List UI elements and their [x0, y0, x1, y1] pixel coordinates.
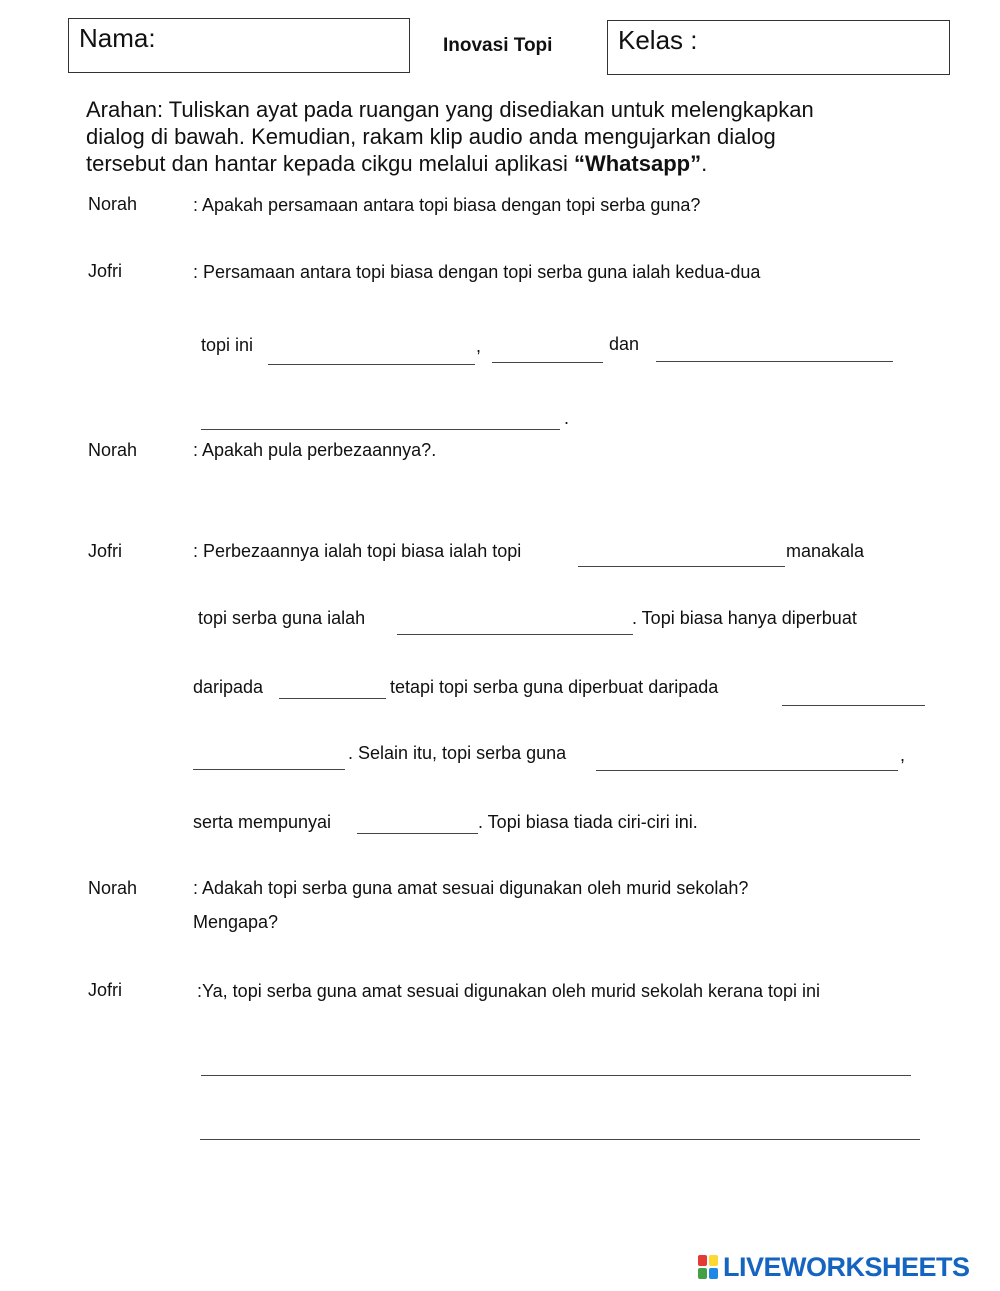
instructions-line-2: dialog di bawah. Kemudian, rakam klip audio anda mengujarkan dialog: [86, 124, 776, 149]
whatsapp-name: “Whatsapp”: [573, 151, 702, 176]
answer-1-dot: .: [564, 408, 570, 428]
speaker-norah: Norah: [88, 440, 138, 460]
logo-square-red: [698, 1255, 707, 1266]
answer-2-blank-2[interactable]: [397, 634, 633, 635]
speaker-jofri: Jofri: [88, 261, 123, 281]
answer-3-blank-1[interactable]: [201, 1075, 911, 1076]
liveworksheets-logo: [698, 1252, 970, 1282]
instructions-line-3: [86, 150, 906, 177]
speaker-jofri: Jofri: [88, 541, 123, 561]
instructions-period: .: [701, 151, 708, 176]
answer-2-line-1: : Perbezaannya ialah topi biasa ialah topi: [193, 541, 522, 561]
answer-2-topi-biasa-diperbuat: . Topi biasa hanya diperbuat: [632, 608, 857, 628]
answer-1-blank-2[interactable]: [492, 362, 603, 363]
answer-2-tiada: . Topi biasa tiada ciri-ciri ini.: [478, 812, 698, 832]
answer-1-comma: ,: [476, 336, 482, 356]
answer-2-manakala: manakala: [786, 541, 865, 561]
question-1: : Apakah persamaan antara topi biasa dengan topi serba guna?: [193, 195, 701, 215]
answer-2-blank-1[interactable]: [578, 566, 785, 567]
liveworksheets-brand: LIVEWORKSHEETS: [723, 1251, 970, 1282]
name-label: Nama:: [79, 23, 156, 53]
instructions-line-1: Arahan: Tuliskan ayat pada ruangan yang disediakan untuk melengkapkan: [86, 97, 814, 122]
instructions: [86, 96, 906, 177]
answer-2-serta: serta mempunyai: [193, 812, 332, 832]
logo-square-green: [698, 1268, 707, 1279]
question-2: : Apakah pula perbezaannya?.: [193, 440, 437, 460]
page-title: Inovasi Topi: [443, 35, 553, 56]
answer-1-blank-1[interactable]: [268, 364, 475, 365]
answer-2-blank-6[interactable]: [596, 770, 898, 771]
answer-1-topi-ini: topi ini: [201, 335, 254, 355]
liveworksheets-icon: [698, 1254, 720, 1280]
name-box[interactable]: [68, 18, 410, 73]
answer-2-blank-7[interactable]: [357, 833, 478, 834]
answer-3-blank-2[interactable]: [200, 1139, 920, 1140]
answer-1-line-1: : Persamaan antara topi biasa dengan topi serba guna ialah kedua-dua: [193, 262, 761, 282]
question-3-line-1: : Adakah topi serba guna amat sesuai digunakan oleh murid sekolah?: [193, 878, 749, 898]
answer-2-selain: . Selain itu, topi serba guna: [348, 743, 567, 763]
logo-square-yellow: [709, 1255, 718, 1266]
answer-2-tetapi: tetapi topi serba guna diperbuat daripada: [390, 677, 719, 697]
answer-2-daripada: daripada: [193, 677, 264, 697]
instructions-line-3-text: tersebut dan hantar kepada cikgu melalui aplikasi: [86, 151, 574, 176]
class-box[interactable]: [607, 20, 950, 75]
answer-2-serba-guna-ialah: topi serba guna ialah: [198, 608, 366, 628]
speaker-norah: Norah: [88, 194, 138, 214]
answer-3-line-1: :Ya, topi serba guna amat sesuai digunakan oleh murid sekolah kerana topi ini: [197, 981, 821, 1001]
speaker-jofri: Jofri: [88, 980, 123, 1000]
question-3-line-2: Mengapa?: [193, 912, 279, 932]
answer-1-blank-4[interactable]: [201, 429, 560, 430]
answer-2-comma: ,: [900, 745, 906, 765]
speaker-norah: Norah: [88, 878, 138, 898]
answer-2-blank-5[interactable]: [193, 769, 345, 770]
answer-2-blank-3[interactable]: [279, 698, 386, 699]
class-label: Kelas :: [618, 25, 698, 55]
answer-1-dan: dan: [609, 334, 640, 354]
answer-2-blank-4[interactable]: [782, 705, 925, 706]
answer-1-blank-3[interactable]: [656, 361, 893, 362]
logo-square-blue: [709, 1268, 718, 1279]
